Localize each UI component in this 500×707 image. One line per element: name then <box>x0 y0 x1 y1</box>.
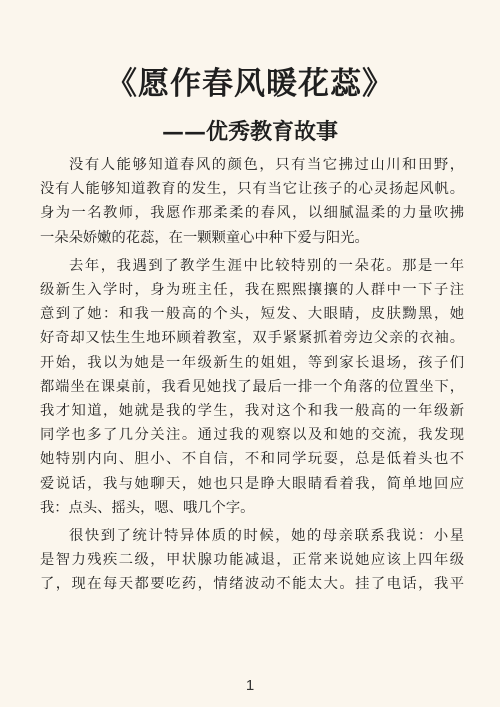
text-line: 一朵朵娇嫩的花蕊，在一颗颗童心中种下爱与阳光。 <box>40 229 369 246</box>
text-line: 级新生入学时，身为班主任，我在熙熙攘攘的人群中一下子注 <box>40 282 464 299</box>
text-line: 意到了她：和我一般高的个头，短发、大眼睛，皮肤黝黑，她 <box>40 306 464 323</box>
text-line: 是智力残疾二级，甲状腺功能减退，正常来说她应该上四年级 <box>40 552 464 569</box>
document-subtitle: ——优秀教育故事 <box>161 119 338 145</box>
text-line: 好奇却又怯生生地环顾着教室，双手紧紧抓着旁边父亲的衣袖。 <box>40 330 464 347</box>
text-line: 很快到了统计特异体质的时候，她的母亲联系我说：小星 <box>69 528 464 545</box>
paragraph-1 <box>40 153 464 250</box>
text-line: 没有人能够知道春风的颜色，只有当它拂过山川和田野， <box>69 157 464 173</box>
document-body <box>40 153 464 601</box>
text-line: 我才知道，她就是我的学生，我对这个和我一般高的一年级新 <box>40 403 464 420</box>
text-line: 身为一名教师，我愿作那柔柔的春风，以细腻温柔的力量吹拂 <box>40 205 464 222</box>
text-line: 没有人能够知道教育的发生，只有当它让孩子的心灵扬起风帆。 <box>40 181 464 198</box>
page-number: 1 <box>245 677 255 694</box>
document-title: 《愿作春风暖花蕊》 <box>106 66 394 102</box>
text-line: 了，现在每天都要吃药，情绪波动不能太大。挂了电话，我平 <box>40 576 464 593</box>
text-line: 她特别内向、胆小、不自信，不和同学玩耍，总是低着头也不 <box>40 451 464 468</box>
text-line: 我：点头、摇头，嗯、哦几个字。 <box>40 499 255 516</box>
text-line: 同学也多了几分关注。通过我的观察以及和她的交流，我发现 <box>40 427 464 444</box>
paragraph-2 <box>40 254 464 520</box>
text-line: 爱说话，我与她聊天，她也只是睁大眼睛看着我，简单地回应 <box>40 475 464 492</box>
paragraph-3 <box>40 524 464 597</box>
text-line: 去年，我遇到了教学生涯中比较特别的一朵花。那是一年 <box>69 257 464 274</box>
text-line: 都端坐在课桌前，我看见她找了最后一排一个角落的位置坐下， <box>40 378 464 395</box>
text-line: 开始，我以为她是一年级新生的姐姐，等到家长退场，孩子们 <box>40 354 464 371</box>
